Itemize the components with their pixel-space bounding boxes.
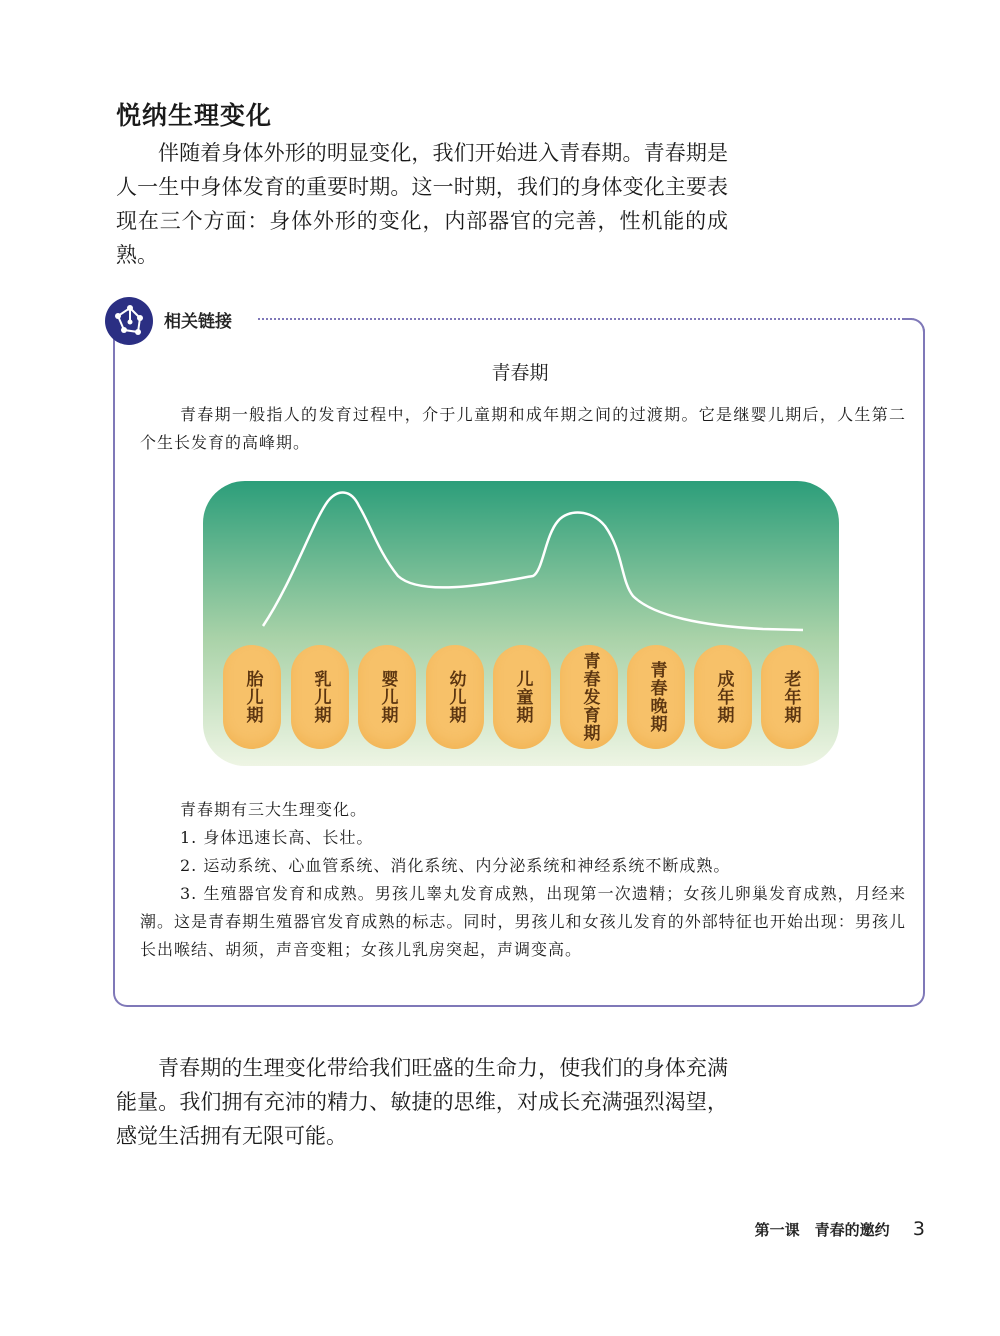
stage-infant: 婴儿期 xyxy=(358,645,416,749)
stage-fetal: 胎儿期 xyxy=(223,645,281,749)
changes-list xyxy=(140,796,906,964)
closing-paragraph: 青春期的生理变化带给我们旺盛的生命力，使我们的身体充满能量。我们拥有充沛的精力、敏捷的思维，对成长充满强烈渴望，感觉生活拥有无限可能。 xyxy=(116,1056,728,1148)
link-box-dotted-line xyxy=(258,318,912,320)
stage-nursing: 乳儿期 xyxy=(291,645,349,749)
stage-adult: 成年期 xyxy=(694,645,752,749)
stage-late-adolescence: 青春晚期 xyxy=(627,645,685,749)
stage-puberty: 青春发育期 xyxy=(560,645,618,749)
page-number: 3 xyxy=(912,1218,925,1240)
link-label: 相关链接 xyxy=(164,312,232,332)
page-footer xyxy=(755,1218,925,1240)
stage-child: 儿童期 xyxy=(493,645,551,749)
stage-elderly: 老年期 xyxy=(761,645,819,749)
change-item: 1. 身体迅速长高、长壮。 xyxy=(180,828,374,847)
definition-text: 青春期一般指人的发育过程中，介于儿童期和成年期之间的过渡期。它是继婴儿期后，人生第二个生长发育的高峰期。 xyxy=(140,405,906,452)
intro-paragraph: 伴随着身体外形的明显变化，我们开始进入青春期。青春期是人一生中身体发育的重要时期。这一时期，我们的身体变化主要表现在三个方面：身体外形的变化，内部器官的完善，性机能的成熟。 xyxy=(116,141,728,267)
section-heading: 悦纳生理变化 xyxy=(116,101,273,130)
box-title: 青春期 xyxy=(491,362,549,384)
change-item: 2. 运动系统、心血管系统、消化系统、内分泌系统和神经系统不断成熟。 xyxy=(180,856,731,875)
network-link-icon xyxy=(104,296,154,346)
chapter-title: 第一课 青春的邀约 xyxy=(754,1221,890,1239)
stage-toddler: 幼儿期 xyxy=(426,645,484,749)
link-box-corner xyxy=(903,318,925,340)
changes-intro: 青春期有三大生理变化。 xyxy=(180,800,368,819)
change-item: 3. 生殖器官发育和成熟。男孩儿睾丸发育成熟，出现第一次遗精；女孩儿卵巢发育成熟，月经来潮。这是青春期生殖器官发育成熟的标志。同时，男孩儿和女孩儿发育的外部特征也开始出现：男孩儿长出喉结、胡须，声音变粗；女孩儿乳房突起，声调变高。 xyxy=(140,884,906,959)
